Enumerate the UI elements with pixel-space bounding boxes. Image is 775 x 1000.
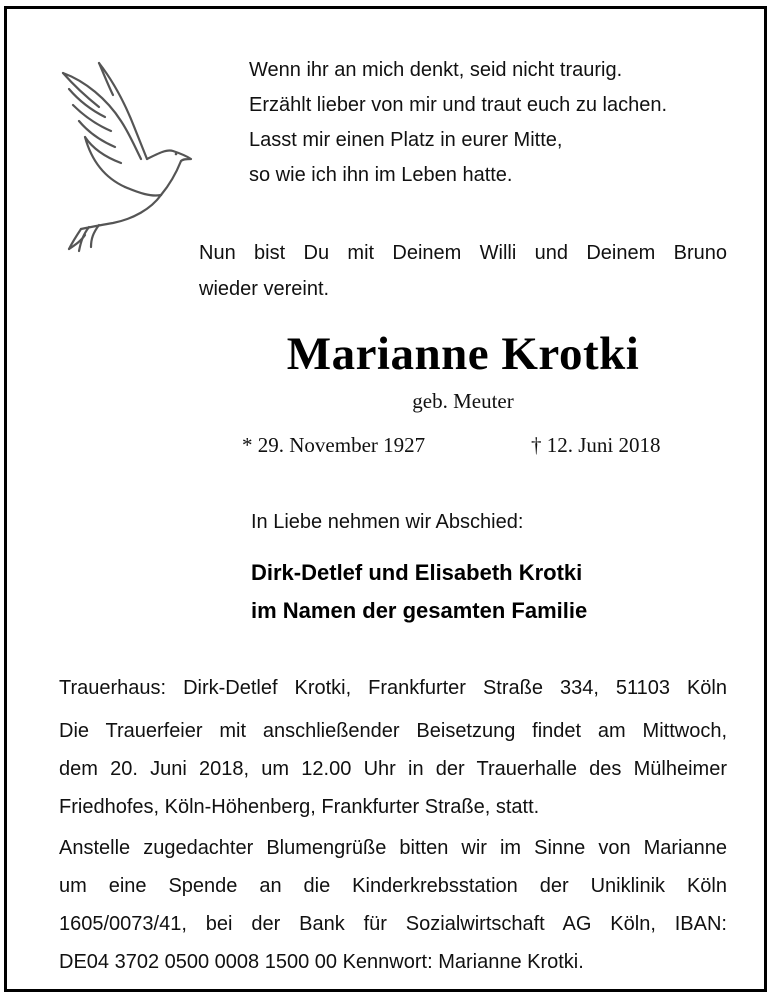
reunion-line: Nun bist Du mit Deinem Willi und Deinem Bruno (199, 242, 727, 264)
deceased-name: Marianne Krotki (286, 328, 640, 380)
birth-name: geb. Meuter (412, 389, 514, 413)
reunion-line: wieder vereint. (199, 278, 330, 300)
poem-line: Erzählt lieber von mir und traut euch zu lachen. (249, 94, 667, 116)
donation-line: um eine Spende an die Kinderkrebsstation der Uniklinik Köln (59, 875, 727, 897)
farewell-line: In Liebe nehmen wir Abschied: (251, 511, 524, 533)
poem-line: so wie ich ihn im Leben hatte. (249, 164, 513, 186)
death-date: † 12. Juni 2018 (531, 433, 661, 457)
mourning-house (59, 669, 727, 707)
donation-text (59, 829, 727, 981)
house-line: Trauerhaus: Dirk-Detlef Krotki, Frankfurter Straße 334, 51103 Köln (59, 677, 727, 699)
poem (249, 53, 749, 193)
mourners (251, 554, 587, 630)
donation-line: DE04 3702 0500 0008 1500 00 Kennwort: Marianne Krotki. (59, 951, 584, 973)
ceremony-line: Die Trauerfeier mit anschließender Beisetzung findet am Mittwoch, (59, 720, 727, 742)
donation-line: 1605/0073/41, bei der Bank für Sozialwirtschaft AG Köln, IBAN: (59, 913, 727, 935)
birth-date: * 29. November 1927 (242, 433, 426, 457)
poem-line: Wenn ihr an mich denkt, seid nicht traurig. (249, 59, 623, 81)
ceremony-text (59, 712, 727, 826)
donation-line: Anstelle zugedachter Blumengrüße bitten wir im Sinne von Marianne (59, 837, 727, 859)
ceremony-line: Friedhofes, Köln-Höhenberg, Frankfurter Straße, statt. (59, 796, 540, 818)
obituary-frame (4, 6, 767, 992)
dove-icon (55, 59, 207, 257)
mourner-line: im Namen der gesamten Familie (251, 598, 588, 623)
reunion-text (199, 235, 727, 307)
ceremony-line: dem 20. Juni 2018, um 12.00 Uhr in der Trauerhalle des Mülheimer (59, 758, 727, 780)
mourner-line: Dirk-Detlef und Elisabeth Krotki (251, 560, 583, 585)
poem-line: Lasst mir einen Platz in eurer Mitte, (249, 129, 563, 151)
